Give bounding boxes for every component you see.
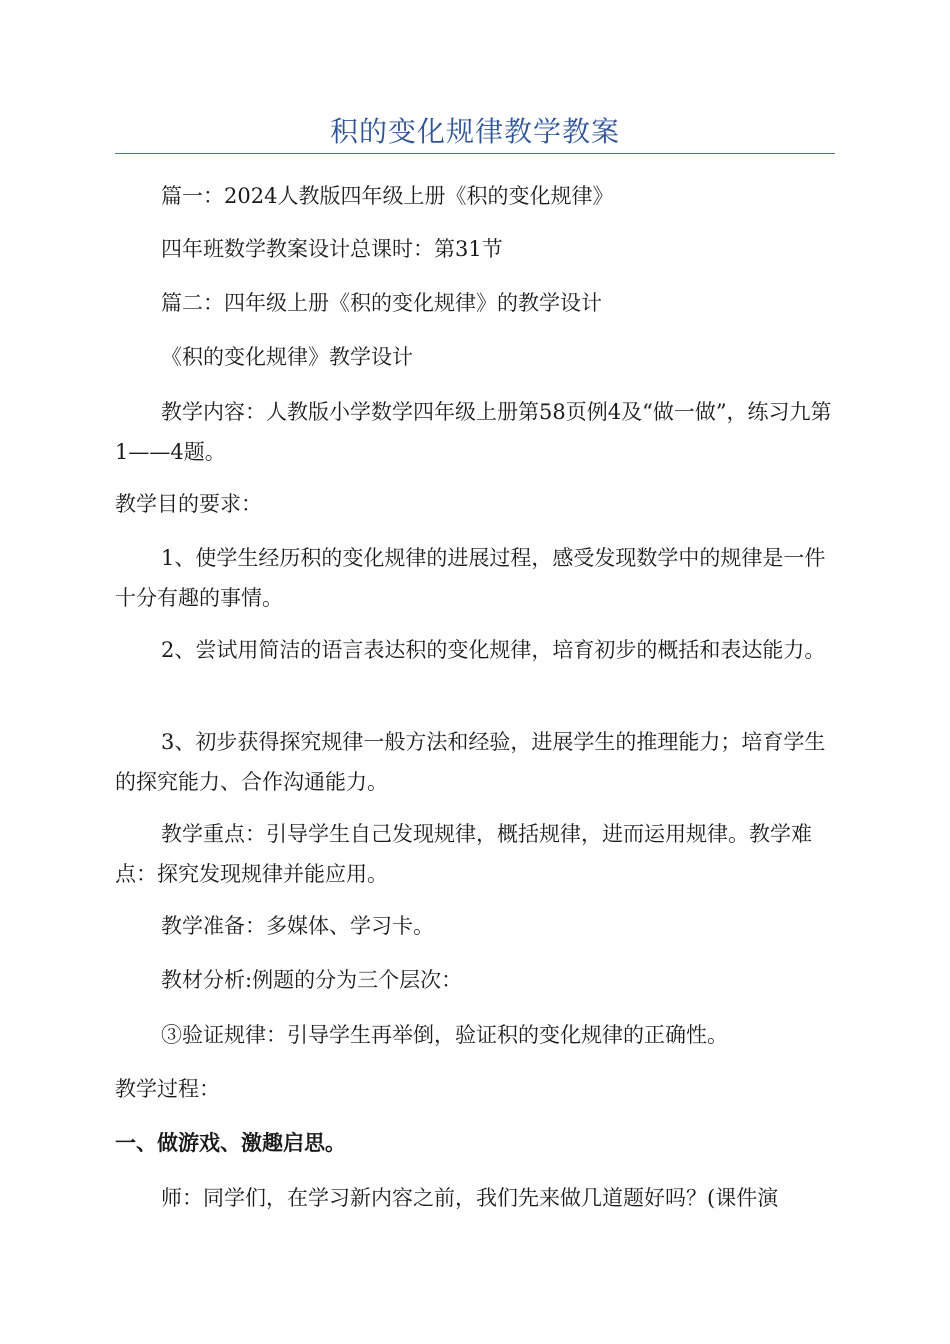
title-underline — [115, 153, 835, 154]
paragraph-key-points: 教学重点：引导学生自己发现规律，概括规律，进而运用规律。教学难点：探究发现规律并能应用。 — [115, 822, 812, 886]
paragraph-lesson-count: 四年班数学教案设计总课时：第31节 — [161, 237, 503, 261]
paragraph-objective-2: 2、尝试用简洁的语言表达积的变化规律，培育初步的概括和表达能力。 — [161, 638, 826, 662]
paragraph-teaching-content: 教学内容：人教版小学数学四年级上册第58页例4及“做一做”，练习九第1——4题。 — [115, 400, 832, 464]
paragraph-teacher-intro: 师：同学们，在学习新内容之前，我们先来做几道题好吗？(课件演 — [161, 1186, 779, 1210]
paragraph-verify-rule: ③验证规律：引导学生再举倒，验证积的变化规律的正确性。 — [161, 1023, 728, 1047]
paragraph-section-one: 篇一：2024人教版四年级上册《积的变化规律》 — [161, 184, 614, 208]
paragraph-preparation: 教学准备：多媒体、学习卡。 — [161, 914, 434, 938]
paragraph-step-one-heading: 一、做游戏、激趣启思。 — [115, 1130, 346, 1155]
paragraph-material-analysis: 教材分析:例题的分为三个层次： — [161, 968, 463, 992]
paragraph-objectives-heading: 教学目的要求： — [115, 492, 262, 516]
paragraph-section-two: 篇二：四年级上册《积的变化规律》的教学设计 — [161, 291, 602, 315]
paragraph-objective-1: 1、使学生经历积的变化规律的进展过程，感受发现数学中的规律是一件十分有趣的事情。 — [115, 546, 826, 610]
paragraph-design-title: 《积的变化规律》教学设计 — [161, 345, 413, 369]
paragraph-process-heading: 教学过程： — [115, 1077, 220, 1101]
document-title: 积的变化规律教学教案 — [329, 115, 620, 148]
paragraph-objective-3: 3、初步获得探究规律一般方法和经验，进展学生的推理能力；培育学生的探究能力、合作沟通能力。 — [115, 730, 826, 794]
